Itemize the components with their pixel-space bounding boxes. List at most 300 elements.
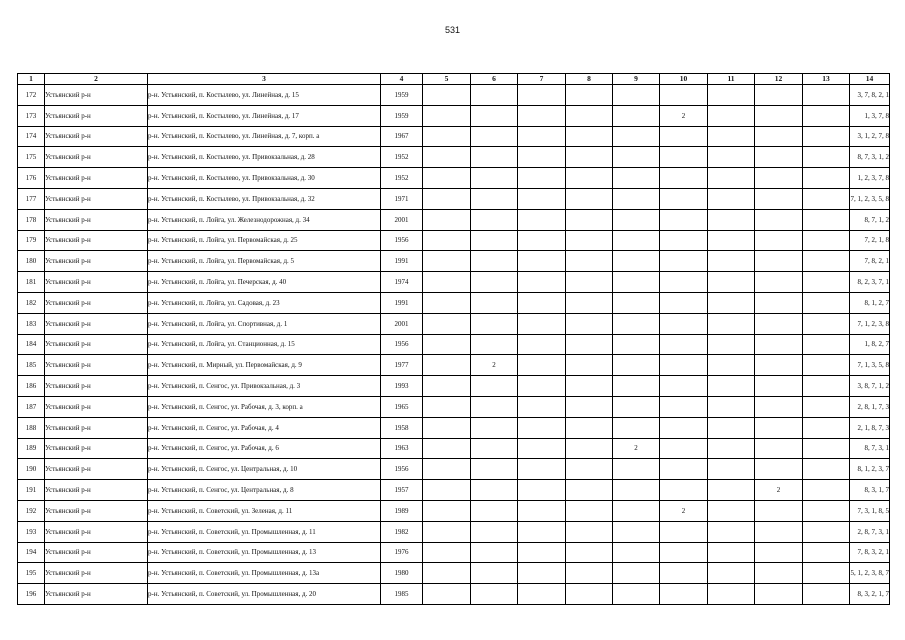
mark-cell [423,521,471,542]
mark-cell [613,230,660,251]
column-header: 10 [660,74,708,85]
row-number-cell: 196 [18,584,45,605]
codes-cell: 2, 1, 8, 7, 3 [850,417,890,438]
mark-cell [755,147,803,168]
table-row [18,417,890,438]
row-number-cell: 189 [18,438,45,459]
mark-cell [613,251,660,272]
mark-cell [518,459,566,480]
mark-cell [566,105,613,126]
mark-cell [566,376,613,397]
mark-cell [518,126,566,147]
address-cell: р-н. Устьянский, п. Лойга, ул. Первомайская, д. 5 [148,251,381,272]
mark-cell [803,417,850,438]
mark-cell [471,126,518,147]
register-table [17,73,890,605]
mark-cell [613,521,660,542]
mark-cell [755,209,803,230]
mark-cell [803,480,850,501]
mark-cell [518,376,566,397]
mark-cell [755,500,803,521]
row-number-cell: 192 [18,500,45,521]
codes-cell: 5, 1, 2, 3, 8, 7 [850,563,890,584]
mark-cell [566,584,613,605]
mark-cell: 2 [613,438,660,459]
mark-cell [423,542,471,563]
mark-cell [518,105,566,126]
mark-cell [660,209,708,230]
address-cell: р-н. Устьянский, п. Лойга, ул. Станционная, д. 15 [148,334,381,355]
mark-cell [613,355,660,376]
mark-cell [471,272,518,293]
mark-cell [566,147,613,168]
mark-cell [518,438,566,459]
column-header: 9 [613,74,660,85]
codes-cell: 8, 2, 3, 7, 1 [850,272,890,293]
mark-cell [803,355,850,376]
mark-cell [423,500,471,521]
mark-cell [423,188,471,209]
mark-cell [566,168,613,189]
mark-cell [708,272,755,293]
mark-cell [518,480,566,501]
codes-cell: 7, 3, 1, 8, 5 [850,500,890,521]
column-header: 7 [518,74,566,85]
mark-cell [708,396,755,417]
district-cell: Устьянский р-н [45,313,148,334]
row-number-cell: 190 [18,459,45,480]
codes-cell: 1, 3, 7, 8 [850,105,890,126]
mark-cell [423,105,471,126]
mark-cell [755,230,803,251]
address-cell: р-н. Устьянский, п. Лойга, ул. Спортивная, д. 1 [148,313,381,334]
mark-cell [471,563,518,584]
mark-cell [755,292,803,313]
address-cell: р-н. Устьянский, п. Костылево, ул. Привокзальная, д. 28 [148,147,381,168]
mark-cell [566,355,613,376]
mark-cell [423,168,471,189]
address-cell: р-н. Устьянский, п. Сенгос, ул. Рабочая, д. 3, корп. а [148,396,381,417]
table-row [18,105,890,126]
mark-cell [613,188,660,209]
mark-cell [566,500,613,521]
column-header: 5 [423,74,471,85]
mark-cell [755,126,803,147]
district-cell: Устьянский р-н [45,126,148,147]
district-cell: Устьянский р-н [45,459,148,480]
mark-cell [708,292,755,313]
table-row [18,563,890,584]
row-number-cell: 179 [18,230,45,251]
mark-cell [708,417,755,438]
mark-cell [423,147,471,168]
year-cell: 1952 [381,168,423,189]
mark-cell [518,334,566,355]
mark-cell [755,459,803,480]
codes-cell: 2, 8, 7, 3, 1 [850,521,890,542]
mark-cell [660,480,708,501]
mark-cell [755,355,803,376]
mark-cell [708,438,755,459]
mark-cell [566,230,613,251]
mark-cell [566,417,613,438]
mark-cell [613,85,660,106]
mark-cell [471,230,518,251]
mark-cell [708,105,755,126]
mark-cell [803,251,850,272]
codes-cell: 8, 3, 2, 1, 7 [850,584,890,605]
table-row [18,251,890,272]
mark-cell [803,563,850,584]
district-cell: Устьянский р-н [45,105,148,126]
header-row [18,74,890,85]
district-cell: Устьянский р-н [45,480,148,501]
mark-cell [660,584,708,605]
codes-cell: 7, 1, 2, 3, 8 [850,313,890,334]
mark-cell [423,230,471,251]
codes-cell: 7, 8, 3, 2, 1 [850,542,890,563]
mark-cell [708,521,755,542]
row-number-cell: 182 [18,292,45,313]
column-header: 1 [18,74,45,85]
mark-cell [613,292,660,313]
row-number-cell: 181 [18,272,45,293]
mark-cell [803,521,850,542]
row-number-cell: 175 [18,147,45,168]
column-header: 6 [471,74,518,85]
mark-cell [423,376,471,397]
year-cell: 1982 [381,521,423,542]
mark-cell [708,230,755,251]
mark-cell [803,230,850,251]
mark-cell [566,251,613,272]
mark-cell [423,126,471,147]
mark-cell [423,563,471,584]
district-cell: Устьянский р-н [45,500,148,521]
mark-cell [518,313,566,334]
district-cell: Устьянский р-н [45,417,148,438]
mark-cell [471,438,518,459]
codes-cell: 7, 1, 2, 3, 5, 8 [850,188,890,209]
mark-cell [708,542,755,563]
mark-cell [755,188,803,209]
mark-cell [471,147,518,168]
mark-cell [660,459,708,480]
mark-cell [423,355,471,376]
table-row [18,209,890,230]
mark-cell [471,168,518,189]
year-cell: 1977 [381,355,423,376]
mark-cell [471,105,518,126]
mark-cell [518,355,566,376]
year-cell: 1952 [381,147,423,168]
district-cell: Устьянский р-н [45,521,148,542]
table-row [18,292,890,313]
table-row [18,542,890,563]
mark-cell [423,85,471,106]
row-number-cell: 178 [18,209,45,230]
column-header: 14 [850,74,890,85]
mark-cell [518,272,566,293]
mark-cell [613,563,660,584]
mark-cell: 2 [471,355,518,376]
row-number-cell: 185 [18,355,45,376]
mark-cell [660,521,708,542]
mark-cell [423,313,471,334]
mark-cell [518,584,566,605]
mark-cell [518,230,566,251]
mark-cell [660,126,708,147]
mark-cell [803,272,850,293]
column-header: 13 [803,74,850,85]
address-cell: р-н. Устьянский, п. Костылево, ул. Привокзальная, д. 30 [148,168,381,189]
table-row [18,188,890,209]
district-cell: Устьянский р-н [45,251,148,272]
mark-cell [566,542,613,563]
mark-cell [755,168,803,189]
table-row [18,521,890,542]
mark-cell [755,313,803,334]
address-cell: р-н. Устьянский, п. Лойга, ул. Печерская, д. 40 [148,272,381,293]
mark-cell [803,500,850,521]
mark-cell [518,542,566,563]
year-cell: 1963 [381,438,423,459]
mark-cell [660,396,708,417]
mark-cell: 2 [660,500,708,521]
address-cell: р-н. Устьянский, п. Костылево, ул. Линейная, д. 15 [148,85,381,106]
mark-cell [613,396,660,417]
mark-cell [803,126,850,147]
table-row [18,230,890,251]
mark-cell [708,126,755,147]
mark-cell [471,417,518,438]
mark-cell [803,147,850,168]
mark-cell [518,563,566,584]
mark-cell [660,251,708,272]
mark-cell [708,459,755,480]
mark-cell [708,209,755,230]
codes-cell: 1, 2, 3, 7, 8 [850,168,890,189]
mark-cell [566,396,613,417]
mark-cell [613,417,660,438]
table-row [18,500,890,521]
mark-cell [613,584,660,605]
mark-cell [518,168,566,189]
mark-cell [803,459,850,480]
mark-cell [755,376,803,397]
mark-cell [708,376,755,397]
mark-cell [471,209,518,230]
year-cell: 1967 [381,126,423,147]
column-header: 8 [566,74,613,85]
mark-cell [708,500,755,521]
mark-cell [518,396,566,417]
address-cell: р-н. Устьянский, п. Сенгос, ул. Привокзальная, д. 3 [148,376,381,397]
mark-cell [471,500,518,521]
mark-cell [471,188,518,209]
year-cell: 1985 [381,584,423,605]
mark-cell [755,542,803,563]
mark-cell [518,500,566,521]
row-number-cell: 173 [18,105,45,126]
mark-cell [566,459,613,480]
table-row [18,480,890,501]
address-cell: р-н. Устьянский, п. Советский, ул. Промышленная, д. 13а [148,563,381,584]
mark-cell [660,334,708,355]
district-cell: Устьянский р-н [45,272,148,293]
mark-cell [566,292,613,313]
table-row [18,396,890,417]
codes-cell: 7, 1, 3, 5, 8 [850,355,890,376]
mark-cell [708,584,755,605]
mark-cell [566,563,613,584]
address-cell: р-н. Устьянский, п. Советский, ул. Зеленая, д. 11 [148,500,381,521]
year-cell: 1956 [381,459,423,480]
mark-cell: 2 [660,105,708,126]
mark-cell [660,417,708,438]
address-cell: р-н. Устьянский, п. Лойга, ул. Садовая, д. 23 [148,292,381,313]
district-cell: Устьянский р-н [45,147,148,168]
district-cell: Устьянский р-н [45,376,148,397]
codes-cell: 3, 7, 8, 2, 1 [850,85,890,106]
row-number-cell: 186 [18,376,45,397]
address-cell: р-н. Устьянский, п. Лойга, ул. Первомайская, д. 25 [148,230,381,251]
codes-cell: 3, 1, 2, 7, 8 [850,126,890,147]
mark-cell [471,480,518,501]
year-cell: 1976 [381,542,423,563]
mark-cell [423,251,471,272]
address-cell: р-н. Устьянский, п. Советский, ул. Промышленная, д. 20 [148,584,381,605]
year-cell: 1971 [381,188,423,209]
mark-cell: 2 [755,480,803,501]
mark-cell [708,168,755,189]
mark-cell [803,168,850,189]
row-number-cell: 194 [18,542,45,563]
mark-cell [803,584,850,605]
mark-cell [613,209,660,230]
mark-cell [518,209,566,230]
mark-cell [518,251,566,272]
mark-cell [755,105,803,126]
district-cell: Устьянский р-н [45,542,148,563]
mark-cell [803,313,850,334]
codes-cell: 8, 1, 2, 3, 7 [850,459,890,480]
address-cell: р-н. Устьянский, п. Костылево, ул. Линейная, д. 7, корп. а [148,126,381,147]
mark-cell [755,272,803,293]
mark-cell [471,292,518,313]
codes-cell: 7, 8, 2, 1 [850,251,890,272]
mark-cell [660,168,708,189]
mark-cell [660,438,708,459]
column-header: 4 [381,74,423,85]
district-cell: Устьянский р-н [45,396,148,417]
mark-cell [803,542,850,563]
mark-cell [518,417,566,438]
mark-cell [708,355,755,376]
mark-cell [423,272,471,293]
mark-cell [613,168,660,189]
codes-cell: 2, 8, 1, 7, 3 [850,396,890,417]
row-number-cell: 177 [18,188,45,209]
codes-cell: 8, 3, 1, 7 [850,480,890,501]
year-cell: 1974 [381,272,423,293]
address-cell: р-н. Устьянский, п. Костылево, ул. Привокзальная, д. 32 [148,188,381,209]
table-row [18,126,890,147]
table-row [18,376,890,397]
mark-cell [660,542,708,563]
year-cell: 1959 [381,85,423,106]
district-cell: Устьянский р-н [45,168,148,189]
mark-cell [471,396,518,417]
mark-cell [708,563,755,584]
mark-cell [660,85,708,106]
column-header: 2 [45,74,148,85]
year-cell: 1956 [381,230,423,251]
address-cell: р-н. Устьянский, п. Сенгос, ул. Центральная, д. 10 [148,459,381,480]
mark-cell [708,147,755,168]
mark-cell [613,334,660,355]
mark-cell [803,334,850,355]
mark-cell [471,459,518,480]
mark-cell [803,292,850,313]
address-cell: р-н. Устьянский, п. Сенгос, ул. Рабочая, д. 6 [148,438,381,459]
address-cell: р-н. Устьянский, п. Лойга, ул. Железнодорожная, д. 34 [148,209,381,230]
table-row [18,272,890,293]
mark-cell [613,459,660,480]
codes-cell: 8, 7, 1, 2 [850,209,890,230]
mark-cell [660,313,708,334]
mark-cell [423,459,471,480]
mark-cell [708,251,755,272]
row-number-cell: 172 [18,85,45,106]
table-row [18,584,890,605]
mark-cell [566,313,613,334]
year-cell: 1991 [381,292,423,313]
mark-cell [708,188,755,209]
mark-cell [660,376,708,397]
mark-cell [566,188,613,209]
mark-cell [471,376,518,397]
address-cell: р-н. Устьянский, п. Костылево, ул. Линейная, д. 17 [148,105,381,126]
year-cell: 1980 [381,563,423,584]
address-cell: р-н. Устьянский, п. Сенгос, ул. Рабочая, д. 4 [148,417,381,438]
district-cell: Устьянский р-н [45,209,148,230]
mark-cell [518,188,566,209]
mark-cell [660,147,708,168]
mark-cell [803,396,850,417]
mark-cell [803,105,850,126]
year-cell: 1957 [381,480,423,501]
mark-cell [566,521,613,542]
mark-cell [423,396,471,417]
row-number-cell: 184 [18,334,45,355]
table-row [18,438,890,459]
district-cell: Устьянский р-н [45,584,148,605]
mark-cell [755,396,803,417]
mark-cell [423,438,471,459]
mark-cell [660,292,708,313]
row-number-cell: 183 [18,313,45,334]
codes-cell: 8, 1, 2, 7 [850,292,890,313]
mark-cell [803,376,850,397]
year-cell: 1965 [381,396,423,417]
district-cell: Устьянский р-н [45,85,148,106]
mark-cell [803,438,850,459]
row-number-cell: 187 [18,396,45,417]
table-row [18,459,890,480]
mark-cell [755,438,803,459]
mark-cell [566,85,613,106]
